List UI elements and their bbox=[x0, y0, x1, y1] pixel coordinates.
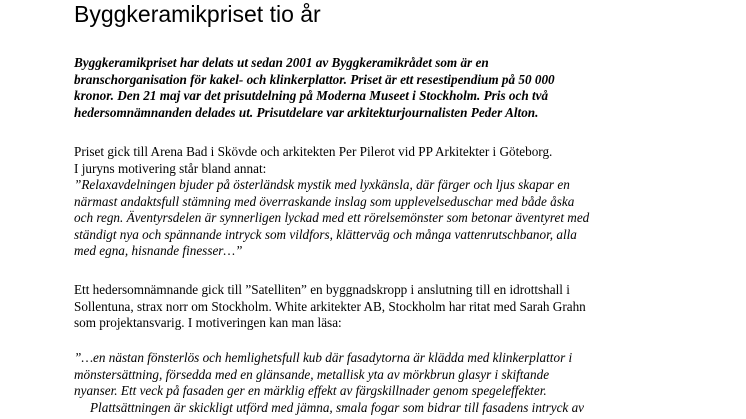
quote-line: Plattsättningen är skickligt utförd med jämna, smala fogar som bidrar till fasadens intryck av bbox=[90, 399, 585, 415]
quote-line: mönstersättning, försedda med en glänsande, metallisk yta av mörkbrun glasyr i skiftande bbox=[74, 366, 550, 382]
quote-line: nyanser. Ett veck på fasaden ger en märklig effekt av färgskillnader genom spegeleffekter. bbox=[74, 383, 547, 398]
ingress-line: hedersomnämnanden delades ut. Prisutdelare var arkitekturjournalisten Peder Alton. bbox=[74, 104, 539, 120]
article-ingress bbox=[74, 55, 674, 121]
ingress-line: branschorganisation för kakel- och klinkerplattor. Priset är ett resestipendium på 50 000 bbox=[74, 71, 555, 87]
ingress-line: kronor. Den 21 maj var det prisutdelning på Moderna Museet i Stockholm. Pris och två bbox=[74, 88, 549, 103]
article-title: Byggkeramikpriset tio år bbox=[74, 1, 321, 27]
quote-line: och regn. Äventyrsdelen är synnerligen lyckad med ett rörelsemönster som betonar äventyret med bbox=[74, 210, 590, 225]
quote-line: närmast andaktsfull stämning med överraskande inslag som upplevelseduschar med både åska bbox=[74, 193, 575, 209]
paragraph-line: Priset gick till Arena Bad i Skövde och arkitekten Per Pilerot vid PP Arkitekter i Göteborg. bbox=[74, 144, 553, 159]
quote-line: med egna, hisnande finesser…” bbox=[74, 243, 243, 258]
paragraph-honorable-mention bbox=[74, 282, 674, 332]
ingress-line: Byggkeramikpriset har delats ut sedan 2001 av Byggkeramikrådet som är en bbox=[74, 55, 489, 70]
paragraph-line: Ett hedersomnämnande gick till ”Satelliten” en byggnadskropp i anslutning till en idrottshall i bbox=[74, 282, 570, 297]
paragraph-line: som projektansvarig. I motiveringen kan man läsa: bbox=[74, 315, 342, 330]
jury-quote-1 bbox=[74, 177, 674, 260]
quote-line: ständigt nya och spännande intryck som vildfors, klätterväg och många vattenrutschbanor, alla bbox=[74, 226, 577, 242]
jury-quote-2 bbox=[74, 350, 674, 416]
paragraph-line: Sollentuna, strax norr om Stockholm. White arkitekter AB, Stockholm har ritat med Sarah Grahn bbox=[74, 298, 586, 314]
paragraph-line: I juryns motivering står bland annat: bbox=[74, 160, 267, 176]
quote-line: ”…en nästan fönsterlös och hemlighetsfull kub där fasadytorna är klädda med klinkerplattor i bbox=[74, 350, 573, 365]
quote-line: ”Relaxavdelningen bjuder på österländsk mystik med lyxkänsla, där färger och ljus skapar en bbox=[74, 177, 570, 192]
paragraph-prize bbox=[74, 144, 674, 177]
